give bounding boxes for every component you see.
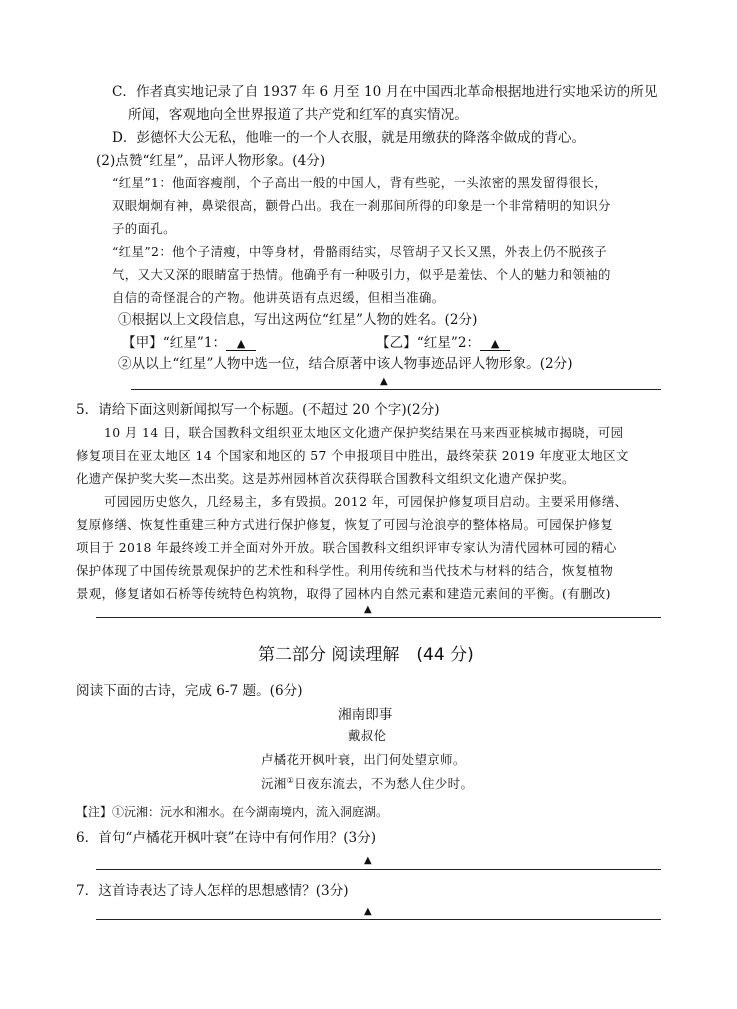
answer-line-q6[interactable] — [96, 869, 661, 870]
answer-mark-q2: ▲ — [380, 376, 388, 387]
star2-line3: 自信的奇怪混合的产物。他讲英语有点迟缓，但相当准确。 — [112, 290, 445, 305]
answer-yi-label: 【乙】“红星”2： — [376, 335, 481, 351]
q5-p2-line4: 保护体现了中国传统景观保护的艺术性和科学性。利用传统和当代技术与材料的结合，恢复植物 — [76, 563, 614, 578]
q2-stem: (2)点赞“红星”，品评人物形象。(4分) — [96, 153, 326, 169]
answer-line-q5[interactable] — [96, 617, 661, 618]
q2-sub2: ②从以上“红星”人物中选一位，结合原著中该人物事迹品评人物形象。(2分) — [118, 356, 573, 372]
q5-p2-line5: 景观，修复诸如石桥等传统特色构筑物，取得了园林内自然元素和建造元素间的平衡。(有删改) — [76, 586, 611, 601]
poem-line2-a: 沅湘 — [261, 776, 287, 791]
star2-line1: “红星”2：他个子清瘦，中等身材，骨骼雨结实，尽管胡子又长又黑，外表上仍不脱孩子 — [112, 244, 608, 259]
part2-title: 第二部分 阅读理解 (44 分) — [258, 645, 474, 665]
part2-intro: 阅读下面的古诗，完成 6-7 题。(6分) — [76, 683, 303, 699]
answer-mark-q6: ▲ — [364, 855, 372, 866]
poem-title: 湘南即事 — [338, 707, 393, 723]
q7-stem: 7．这首诗表达了诗人怎样的思想感情？(3分) — [76, 883, 349, 899]
answer-jia — [122, 331, 256, 351]
footnote-marker: ① — [286, 775, 295, 785]
q5-p1-line1: 10 月 14 日，联合国教科文组织亚太地区文化遗产保护奖结果在马来西亚槟城市揭晓，可园 — [104, 425, 624, 440]
q5-p2-line3: 项目于 2018 年最终竣工并全面对外开放。联合国教科文组织评审专家认为清代园林可园的精心 — [76, 540, 617, 555]
answer-line-q7[interactable] — [96, 919, 661, 920]
q5-p2-line2: 复原修缮、恢复性重建三种方式进行保护修复，恢复了可园与沧浪亭的整体格局。可园保护修复 — [76, 517, 614, 532]
star1-line1: “红星”1：他面容瘦削，个子高出一般的中国人，背有些驼，一头浓密的黑发留得很长， — [112, 175, 608, 190]
poem-poet: 戴叔伦 — [348, 728, 387, 743]
q5-stem: 5．请给下面这则新闻拟写一个标题。(不超过 20 个字)(2分) — [76, 402, 440, 418]
answer-yi — [376, 331, 510, 351]
answer-jia-blank[interactable]: ▲ — [226, 337, 256, 351]
star2-line2: 气，又大又深的眼睛富于热情。他确乎有一种吸引力，似乎是羞怯、个人的魅力和领袖的 — [112, 267, 611, 282]
q6-stem: 6．首句“卢橘花开枫叶衰”在诗中有何作用？(3分) — [76, 830, 377, 846]
answer-yi-blank[interactable]: ▲ — [480, 337, 510, 351]
star1-line3: 子的面孔。 — [112, 221, 176, 236]
answer-jia-label: 【甲】“红星”1： — [122, 335, 227, 351]
q5-p2-line1: 可园园历史悠久，几经易主，多有毁损。2012 年，可园保护修复项目启动。主要采用修缮、 — [104, 494, 628, 509]
option-d: D．彭德怀大公无私，他唯一的一个人衣服，就是用缴获的降落伞做成的背心。 — [112, 130, 586, 146]
answer-mark-q5: ▲ — [364, 604, 372, 615]
poem-line2-b: 日夜东流去，不为愁人住少时。 — [294, 776, 474, 791]
answer-line-q2[interactable] — [131, 389, 661, 390]
star1-line2: 双眼炯炯有神，鼻梁很高，颧骨凸出。我在一刹那间所得的印象是一个非常精明的知识分 — [112, 198, 611, 213]
answer-mark-q7: ▲ — [364, 906, 372, 917]
poem-line2 — [261, 774, 473, 792]
option-c-line1: C．作者真实地记录了自 1937 年 6 月至 10 月在中国西北革命根据地进行实地采访的所见 — [112, 84, 658, 100]
option-c-line2: 所闻，客观地向全世界报道了共产党和红军的真实情况。 — [128, 107, 468, 123]
q5-p1-line3: 化遗产保护奖大奖—杰出奖。这是苏州园林首次获得联合国教科文组织文化遗产保护奖。 — [76, 471, 575, 486]
poem-note: 【注】①沅湘：沅水和湘水。在今湖南境内，流入洞庭湖。 — [76, 805, 389, 819]
q2-sub1: ①根据以上文段信息，写出这两位“红星”人物的姓名。(2分) — [118, 312, 478, 328]
q5-p1-line2: 修复项目在亚太地区 14 个国家和地区的 57 个申报项目中胜出，最终荣获 2019 年度亚太地区文 — [76, 448, 629, 463]
poem-line1: 卢橘花开枫叶衰，出门何处望京师。 — [261, 752, 466, 767]
